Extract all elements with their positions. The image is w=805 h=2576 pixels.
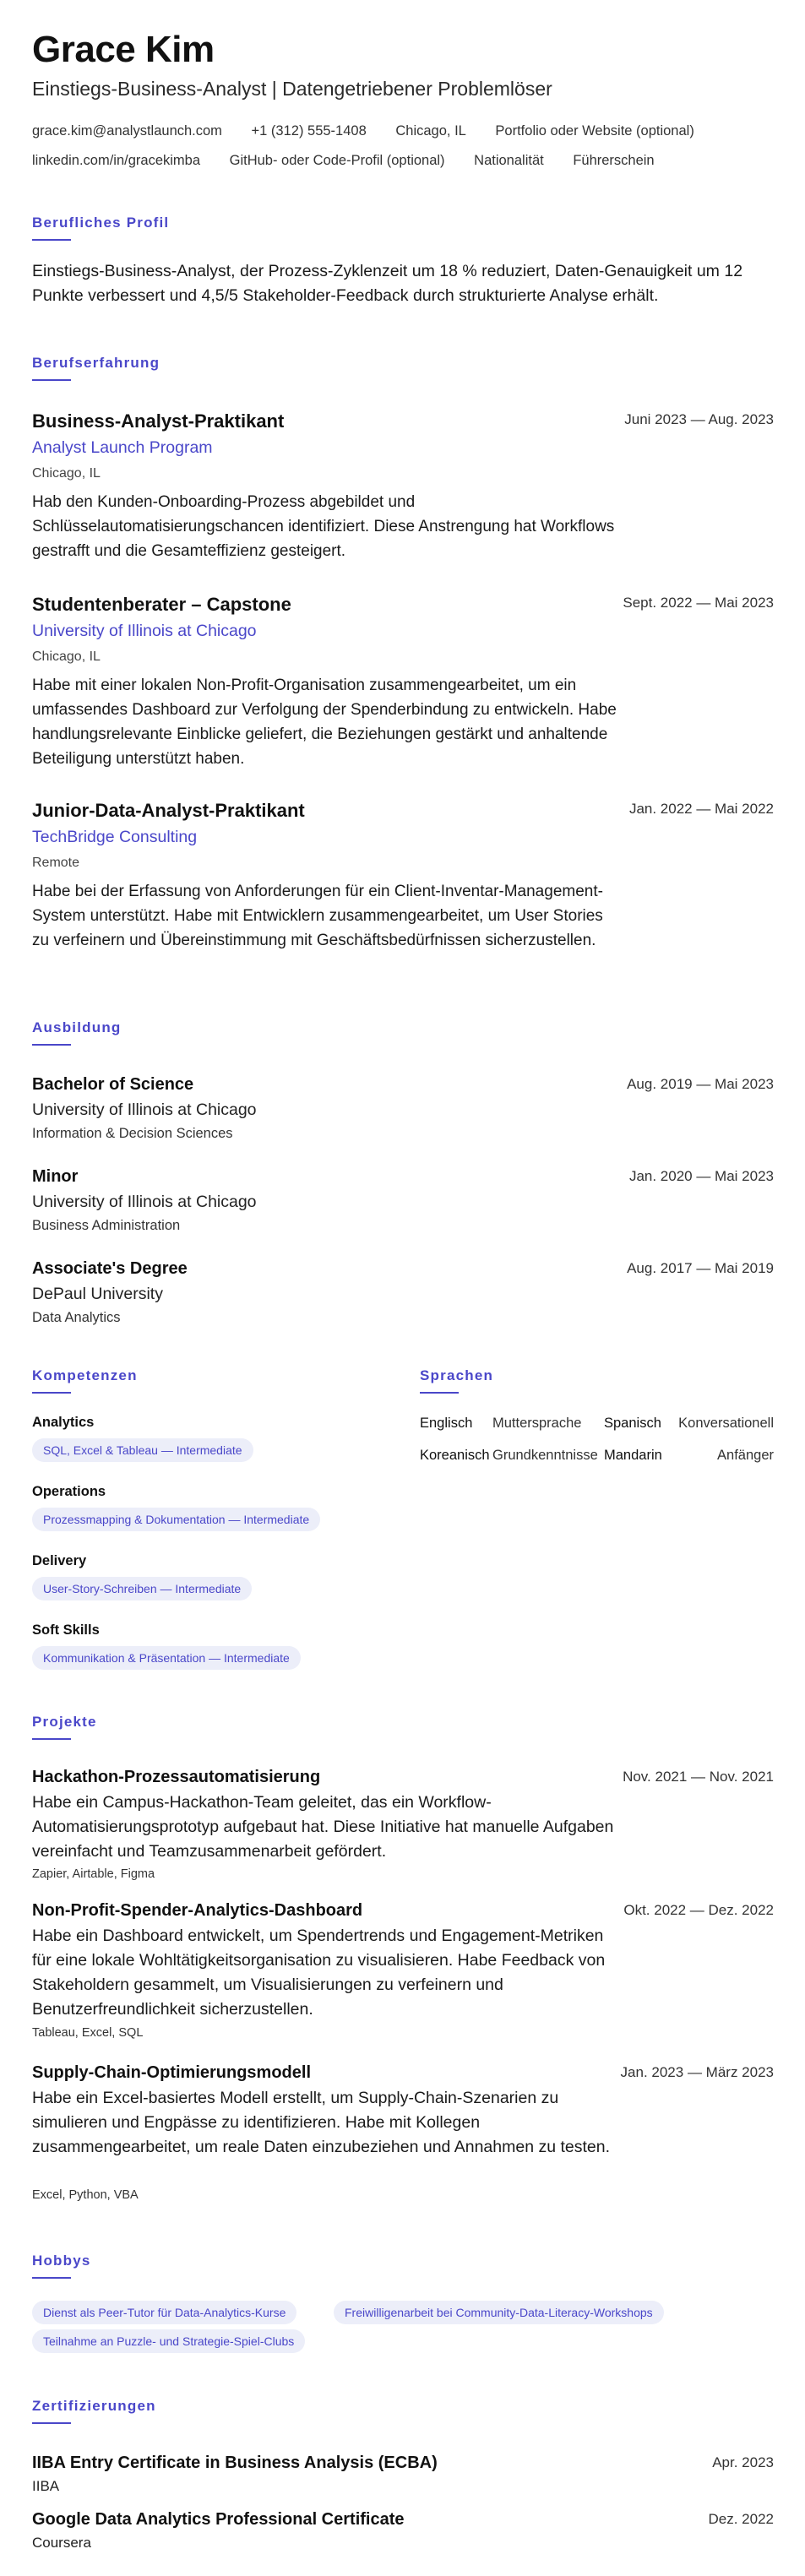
certification-title: Google Data Analytics Professional Certificate: [32, 2510, 405, 2529]
contact-email[interactable]: grace.kim@analystlaunch.com: [32, 123, 222, 139]
skill-pill: SQL, Excel & Tableau — Intermediate: [32, 1438, 253, 1462]
skill-category: Operations: [32, 1484, 106, 1499]
project-description: Habe ein Campus-Hackathon-Team geleitet, das ein Workflow-Automatisierungsprototyp aufgebaut hat. Diese Initiative hat manuelle Aufgaben vereinfacht und Teamzusammenarbeit gefördert.: [32, 1793, 614, 1861]
project-date: Nov. 2021 — Nov. 2021: [623, 1769, 774, 1785]
job-org: TechBridge Consulting: [32, 828, 198, 846]
skill-pill: Prozessmapping & Dokumentation — Intermediate: [32, 1508, 320, 1531]
certification-title: IIBA Entry Certificate in Business Analysis (ECBA): [32, 2454, 438, 2472]
job-date: Sept. 2022 — Mai 2023: [623, 595, 774, 611]
job-org: University of Illinois at Chicago: [32, 622, 257, 640]
project-description: Habe ein Dashboard entwickelt, um Spendertrends und Engagement-Metriken für eine lokale Wohltätigkeitsorganisation zu visualisieren. Habe Feedback von Stakeholdern gesammelt, um Visualisierungen zu verfeinern und Benutzerfreundlichkeit sicherzustellen.: [32, 1927, 606, 2019]
contact-row-2: [32, 153, 680, 169]
project-title: Supply-Chain-Optimierungsmodell: [32, 2063, 312, 2082]
language-level: Konversationell: [678, 1416, 774, 1431]
contact-location: Chicago, IL: [395, 123, 466, 139]
education-degree: Bachelor of Science: [32, 1075, 194, 1094]
section-heading-education: Ausbildung: [32, 1019, 121, 1046]
project-date: Jan. 2023 — März 2023: [620, 2064, 774, 2080]
candidate-tagline: Einstiegs-Business-Analyst | Datengetriebener Problemlöser: [32, 78, 552, 100]
candidate-name: Grace Kim: [32, 29, 215, 70]
contact-nationality: Nationalität: [474, 153, 544, 168]
section-heading-hobbies: Hobbys: [32, 2253, 91, 2279]
education-field: Business Administration: [32, 1218, 181, 1233]
job-org: Analyst Launch Program: [32, 438, 213, 457]
contact-license: Führerschein: [573, 153, 655, 168]
language-name: Spanisch: [604, 1416, 661, 1431]
hobby-pill: Dienst als Peer-Tutor für Data-Analytics-Kurse: [32, 2301, 296, 2324]
education-degree: Minor: [32, 1167, 79, 1186]
project-date: Okt. 2022 — Dez. 2022: [623, 1902, 774, 1918]
language-level: Anfänger: [717, 1448, 774, 1463]
job-location: Chicago, IL: [32, 649, 101, 664]
job-title: Junior-Data-Analyst-Praktikant: [32, 800, 305, 821]
section-heading-languages: Sprachen: [420, 1367, 493, 1394]
project-tech: Zapier, Airtable, Figma: [32, 1867, 155, 1881]
project-tech: Tableau, Excel, SQL: [32, 2026, 144, 2040]
education-school: DePaul University: [32, 1285, 163, 1303]
skill-category: Analytics: [32, 1415, 95, 1430]
job-description: Habe mit einer lokalen Non-Profit-Organisation zusammengearbeitet, um ein umfassendes Dashboard zur Verfolgung der Spenderbindung zu entwickeln. Habe handlungsrelevante Einblicke geliefert, die Beziehungen gestärkt und anhaltende Beteiligung unterstützt haben.: [32, 677, 617, 768]
section-heading-projects: Projekte: [32, 1714, 97, 1740]
certification-date: Apr. 2023: [712, 2454, 774, 2470]
job-date: Juni 2023 — Aug. 2023: [624, 411, 774, 427]
skill-category: Delivery: [32, 1553, 87, 1568]
education-field: Data Analytics: [32, 1310, 121, 1325]
skill-category: Soft Skills: [32, 1622, 100, 1638]
certification-org: Coursera: [32, 2535, 91, 2551]
language-name: Englisch: [420, 1416, 473, 1431]
contact-github[interactable]: GitHub- oder Code-Profil (optional): [229, 153, 445, 168]
contact-portfolio[interactable]: Portfolio oder Website (optional): [495, 123, 694, 139]
job-date: Jan. 2022 — Mai 2022: [628, 801, 774, 817]
project-description: Habe ein Excel-basiertes Modell erstellt, um Supply-Chain-Szenarien zu simulieren und Engpässe zu identifizieren. Habe mit Kollegen zusammengearbeitet, um reale Daten einzubeziehen und Annahmen zu testen.: [32, 2089, 611, 2156]
project-title: Non-Profit-Spender-Analytics-Dashboard: [32, 1901, 363, 1920]
job-title: Business-Analyst-Praktikant: [32, 410, 285, 432]
profile-summary: Einstiegs-Business-Analyst, der Prozess-Zyklenzeit um 18 % reduziert, Daten-Genauigkeit um 12 Punkte verbessert und 4,5/5 Stakeholder-Feedback durch strukturierte Analyse erhält.: [32, 262, 743, 305]
job-description: Habe bei der Erfassung von Anforderungen für ein Client-Inventar-Management-System unterstützt. Habe mit Entwicklern zusammengearbeitet, um User Stories zu verfeinern und Übereinstimmung mit Geschäftsbedürfnissen sicherzustellen.: [32, 883, 603, 949]
education-date: Aug. 2017 — Mai 2019: [627, 1260, 774, 1276]
skill-pill: User-Story-Schreiben — Intermediate: [32, 1577, 252, 1600]
education-school: University of Illinois at Chicago: [32, 1193, 257, 1211]
job-description: Hab den Kunden-Onboarding-Prozess abgebildet und Schlüsselautomatisierungschancen identifiziert. Diese Anstrengung hat Workflows gestrafft und die Gesamteffizienz gesteigert.: [32, 493, 615, 560]
education-degree: Associate's Degree: [32, 1259, 188, 1278]
contact-linkedin[interactable]: linkedin.com/in/gracekimba: [32, 153, 201, 168]
job-location: Chicago, IL: [32, 466, 101, 481]
education-date: Jan. 2020 — Mai 2023: [628, 1168, 774, 1184]
skill-pill: Kommunikation & Präsentation — Intermediate: [32, 1646, 301, 1670]
language-level: Muttersprache: [492, 1416, 582, 1431]
contact-phone[interactable]: +1 (312) 555-1408: [251, 123, 367, 139]
job-location: Remote: [32, 856, 80, 870]
education-field: Information & Decision Sciences: [32, 1126, 233, 1141]
certification-date: Dez. 2022: [708, 2511, 774, 2527]
hobby-pill: Freiwilligenarbeit bei Community-Data-Literacy-Workshops: [334, 2301, 664, 2324]
language-name: Koreanisch: [420, 1448, 490, 1463]
section-heading-skills: Kompetenzen: [32, 1367, 138, 1394]
certification-org: IIBA: [32, 2478, 60, 2494]
job-title: Studentenberater – Capstone: [32, 594, 291, 615]
section-heading-certifications: Zertifizierungen: [32, 2398, 156, 2424]
section-heading-profile: Berufliches Profil: [32, 215, 169, 241]
language-name: Mandarin: [604, 1448, 662, 1463]
contact-row-1: [32, 123, 720, 139]
education-date: Aug. 2019 — Mai 2023: [627, 1076, 774, 1092]
language-level: Grundkenntnisse: [492, 1448, 598, 1463]
project-title: Hackathon-Prozessautomatisierung: [32, 1768, 321, 1786]
project-tech: Excel, Python, VBA: [32, 2188, 139, 2202]
section-heading-experience: Berufserfahrung: [32, 355, 160, 381]
hobby-pill: Teilnahme an Puzzle- und Strategie-Spiel-Clubs: [32, 2329, 305, 2353]
education-school: University of Illinois at Chicago: [32, 1101, 257, 1119]
